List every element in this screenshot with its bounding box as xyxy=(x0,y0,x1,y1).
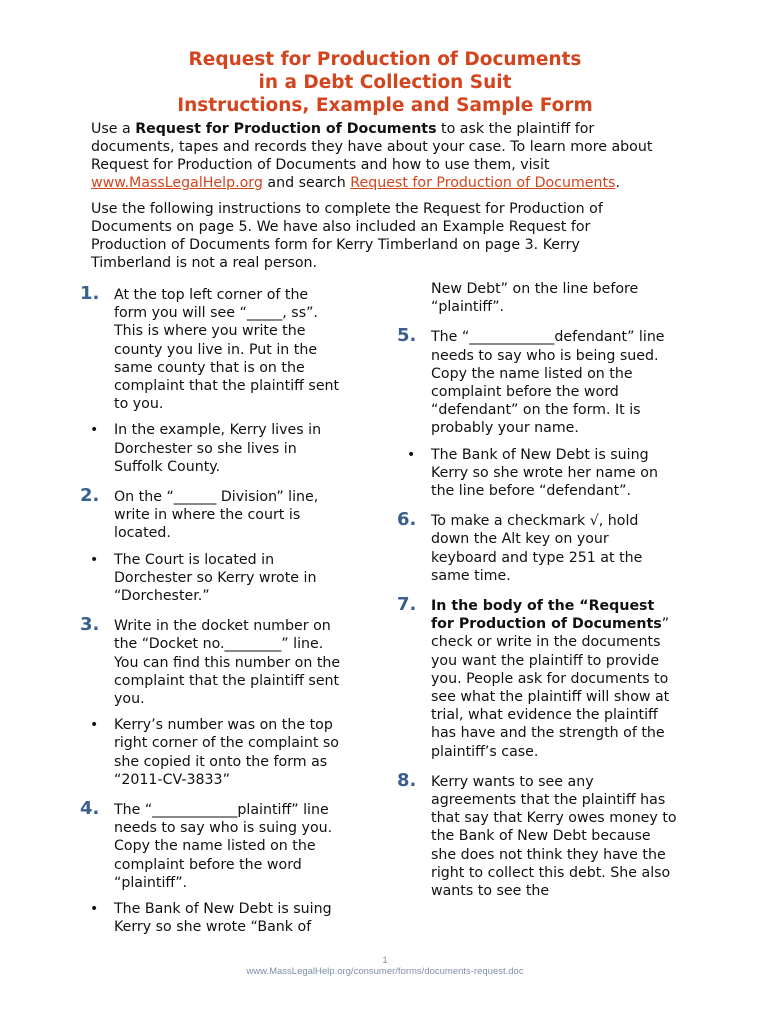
step-1 xyxy=(80,283,345,413)
right-column xyxy=(397,280,677,900)
step-3 xyxy=(80,614,345,708)
step-1-example xyxy=(80,421,345,476)
bullet-icon: • xyxy=(90,901,99,918)
example-text: Kerry’s number was on the top right corner of the complaint so she copied it onto the form as “2011-CV-3833” xyxy=(114,717,339,788)
step-3-example xyxy=(80,716,345,789)
step-number: 4. xyxy=(80,798,100,820)
step-bold-text: In the body of the “Request for Production of Documents xyxy=(431,598,662,633)
step-8 xyxy=(397,769,677,900)
footer-url: www.MassLegalHelp.org/consumer/forms/documents-request.doc xyxy=(246,966,524,977)
step-5 xyxy=(397,325,677,437)
step-number: 6. xyxy=(397,509,417,531)
bullet-icon: • xyxy=(90,717,99,734)
step-number: 8. xyxy=(397,769,417,791)
intro-paragraph-2: Use the following instructions to complete the Request for Production of Documents on page 5. We have also included an Example Request for Production of Documents form for Kerry Timberland on page 3. Kerry Timberland is not a real person. xyxy=(91,201,603,271)
step-text: To make a checkmark √, hold down the Alt key on your keyboard and type 251 at the same time. xyxy=(431,513,643,584)
step-text: ” check or write in the documents you want the plaintiff to provide you. People ask for documents to see what the plaintiff will show at trial, what evidence the plaintiff has have and the strength of the plaintiff’s case. xyxy=(431,616,670,760)
step-4 xyxy=(80,798,345,892)
step-text: The “____________plaintiff” line needs to say who is suing you. Copy the name listed on the complaint before the word “plaintiff”. xyxy=(114,802,333,891)
masslegalhelp-link[interactable]: www.MassLegalHelp.org xyxy=(91,175,263,191)
step-6 xyxy=(397,509,677,585)
intro-text: and search xyxy=(262,175,351,191)
step-number: 1. xyxy=(80,283,100,304)
step-text: Kerry wants to see any agreements that the plaintiff has that say that Kerry owes money to the Bank of New Debt because she does not think they have the right to collect this debt. She also wants to see the xyxy=(431,773,677,900)
step-4-example xyxy=(80,900,345,936)
bullet-icon: • xyxy=(407,446,416,463)
step-text: The “____________defendant” line needs to say who is being sued. Copy the name listed on the complaint before the word “defendant” on the form. It is probably your name. xyxy=(431,329,665,437)
step-number: 2. xyxy=(80,485,100,507)
bullet-icon: • xyxy=(90,422,99,439)
title-line-2: in a Debt Collection Suit xyxy=(258,72,512,93)
step-2-example xyxy=(80,551,345,606)
example-text: The Bank of New Debt is suing Kerry so she wrote “Bank of xyxy=(114,901,332,936)
step-4-example-continued: New Debt” on the line before “plaintiff”. xyxy=(431,281,639,316)
bullet-icon: • xyxy=(90,551,99,568)
example-text: In the example, Kerry lives in Dorchester so she lives in Suffolk County. xyxy=(114,422,322,475)
title-line-1: Request for Production of Documents xyxy=(188,49,582,70)
page-number: 1 xyxy=(382,955,388,966)
step-text: At the top left corner of the form you will see “_____, ss”. This is where you write the county you live in. Put in the same county that is on the complaint that the plaintiff sent to you. xyxy=(114,287,340,413)
intro-text: . xyxy=(615,175,620,191)
document-title xyxy=(0,48,770,117)
left-column xyxy=(80,283,345,937)
step-5-example xyxy=(397,446,677,501)
step-text: On the “______ Division” line, write in where the court is located. xyxy=(114,489,319,542)
request-for-production-link[interactable]: Request for Production of Documents xyxy=(350,175,616,191)
step-7 xyxy=(397,594,677,761)
step-2 xyxy=(80,485,345,543)
intro-bold-term: Request for Production of Documents xyxy=(135,121,437,137)
intro-text: Use a xyxy=(91,121,136,137)
step-number: 5. xyxy=(397,325,417,347)
intro-paragraph-1 xyxy=(91,120,661,192)
example-text: The Court is located in Dorchester so Kerry wrote in “Dorchester.” xyxy=(114,551,317,605)
example-text: The Bank of New Debt is suing Kerry so she wrote her name on the line before “defendant”. xyxy=(431,446,658,500)
step-text: Write in the docket number on the “Docket no.________” line. You can find this number on the complaint that the plaintiff sent you. xyxy=(114,618,341,708)
step-number: 3. xyxy=(80,614,100,636)
intro-text: to ask the plaintiff for documents, tapes and records they have about your case. To learn more about Request for Production of Documents and how to use them, visit xyxy=(91,121,653,173)
step-number: 7. xyxy=(397,594,417,616)
title-line-3: Instructions, Example and Sample Form xyxy=(177,95,593,116)
